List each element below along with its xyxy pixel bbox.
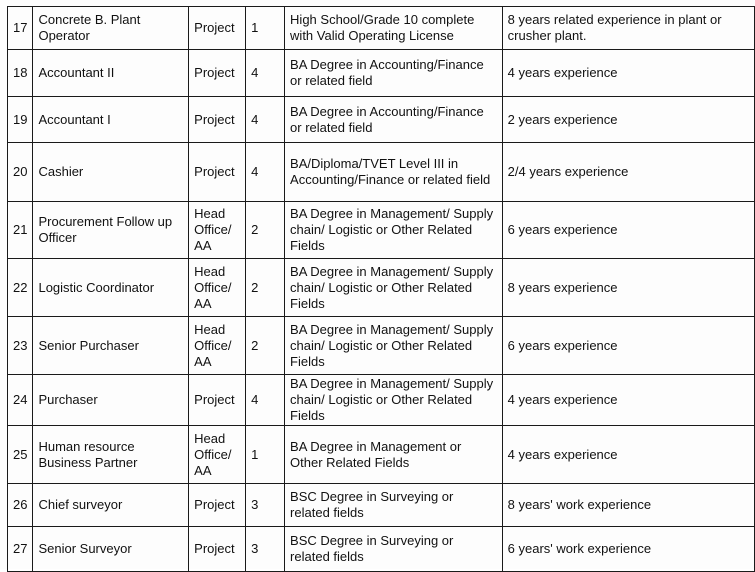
position-title: Concrete B. Plant Operator [33,7,189,50]
experience-requirement: 8 years experience [502,259,754,317]
position-title: Purchaser [33,375,189,426]
experience-requirement: 4 years experience [502,375,754,426]
row-number: 20 [8,143,33,202]
education-requirement: BSC Degree in Surveying or related fields [285,527,503,572]
row-number: 19 [8,97,33,143]
job-requirements-table [7,6,755,572]
education-requirement: BA Degree in Management/ Supply chain/ Logistic or Other Related Fields [285,317,503,375]
table-row [8,7,755,50]
row-number: 22 [8,259,33,317]
position-title: Human resource Business Partner [33,426,189,484]
table-row [8,259,755,317]
position-title: Accountant I [33,97,189,143]
required-count: 3 [246,484,285,527]
required-count: 3 [246,527,285,572]
position-title: Logistic Coordinator [33,259,189,317]
experience-requirement: 2/4 years experience [502,143,754,202]
work-location: Project [189,97,246,143]
work-location: Project [189,484,246,527]
position-title: Procurement Follow up Officer [33,202,189,259]
work-location: Project [189,143,246,202]
required-count: 4 [246,97,285,143]
table-row [8,50,755,97]
required-count: 4 [246,50,285,97]
experience-requirement: 4 years experience [502,50,754,97]
experience-requirement: 6 years' work experience [502,527,754,572]
experience-requirement: 8 years related experience in plant or crusher plant. [502,7,754,50]
education-requirement: BA Degree in Management/ Supply chain/ Logistic or Other Related Fields [285,202,503,259]
position-title: Chief surveyor [33,484,189,527]
position-title: Cashier [33,143,189,202]
table-row [8,375,755,426]
experience-requirement: 6 years experience [502,317,754,375]
table-row [8,484,755,527]
experience-requirement: 2 years experience [502,97,754,143]
row-number: 26 [8,484,33,527]
work-location: Head Office/ AA [189,317,246,375]
required-count: 2 [246,202,285,259]
required-count: 4 [246,143,285,202]
experience-requirement: 4 years experience [502,426,754,484]
work-location: Project [189,527,246,572]
education-requirement: BA/Diploma/TVET Level III in Accounting/Finance or related field [285,143,503,202]
required-count: 1 [246,7,285,50]
table-row [8,143,755,202]
work-location: Head Office/ AA [189,259,246,317]
row-number: 18 [8,50,33,97]
row-number: 17 [8,7,33,50]
row-number: 24 [8,375,33,426]
position-title: Senior Surveyor [33,527,189,572]
education-requirement: BSC Degree in Surveying or related fields [285,484,503,527]
table-row [8,527,755,572]
experience-requirement: 6 years experience [502,202,754,259]
work-location: Project [189,7,246,50]
table-row [8,426,755,484]
row-number: 25 [8,426,33,484]
work-location: Head Office/ AA [189,426,246,484]
experience-requirement: 8 years' work experience [502,484,754,527]
education-requirement: High School/Grade 10 complete with Valid Operating License [285,7,503,50]
table-body [8,7,755,572]
row-number: 27 [8,527,33,572]
table-row [8,97,755,143]
education-requirement: BA Degree in Management/ Supply chain/ Logistic or Other Related Fields [285,259,503,317]
education-requirement: BA Degree in Management/ Supply chain/ Logistic or Other Related Fields [285,375,503,426]
table-row [8,317,755,375]
row-number: 23 [8,317,33,375]
required-count: 2 [246,317,285,375]
work-location: Project [189,375,246,426]
position-title: Senior Purchaser [33,317,189,375]
required-count: 1 [246,426,285,484]
position-title: Accountant II [33,50,189,97]
required-count: 4 [246,375,285,426]
education-requirement: BA Degree in Accounting/Finance or related field [285,50,503,97]
work-location: Project [189,50,246,97]
education-requirement: BA Degree in Management or Other Related Fields [285,426,503,484]
work-location: Head Office/ AA [189,202,246,259]
required-count: 2 [246,259,285,317]
row-number: 21 [8,202,33,259]
education-requirement: BA Degree in Accounting/Finance or related field [285,97,503,143]
table-row [8,202,755,259]
